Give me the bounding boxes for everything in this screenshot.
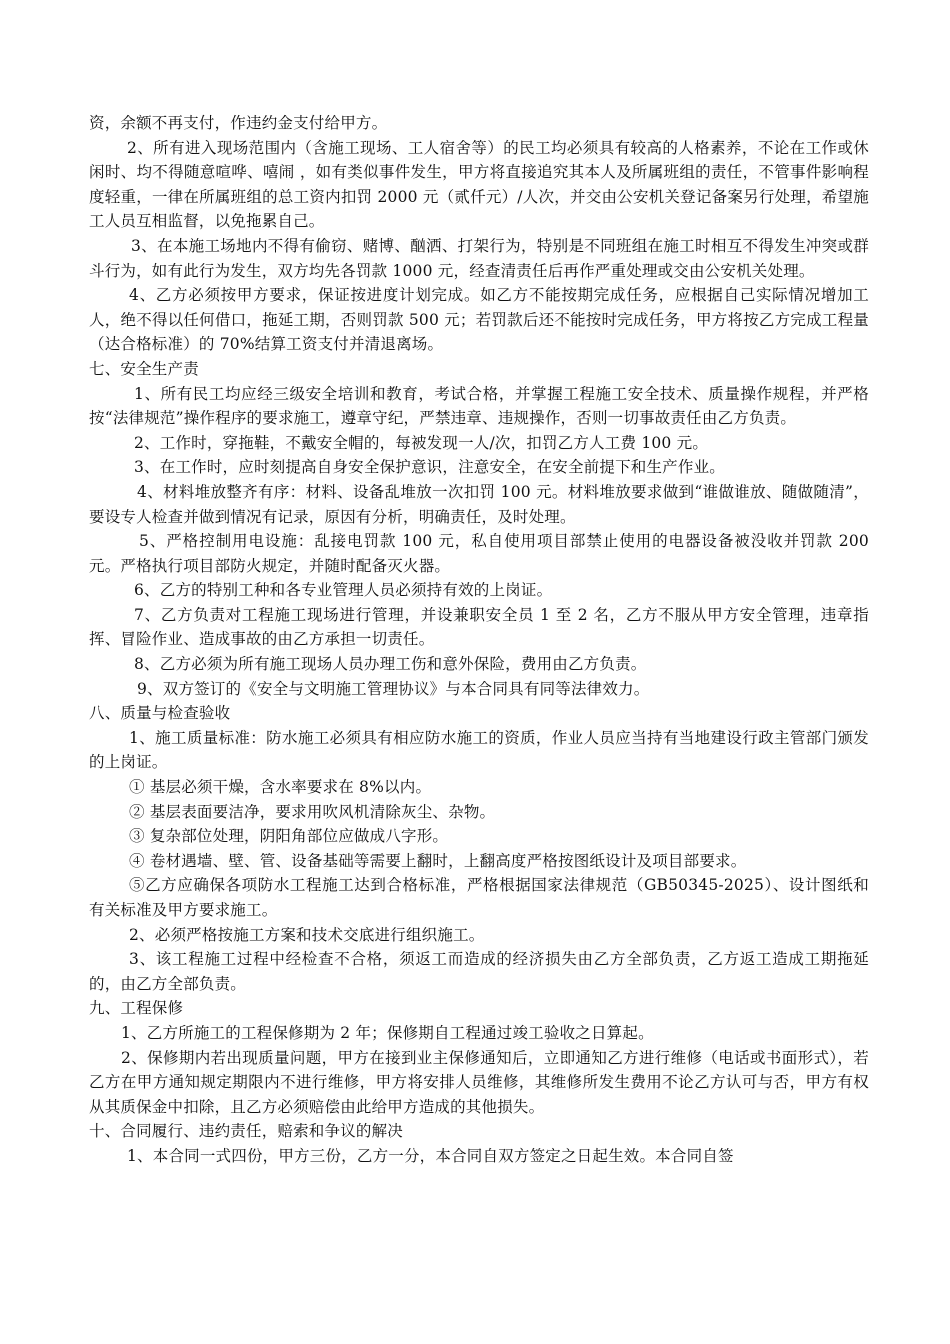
contract-paragraph: 8、乙方必须为所有施工现场人员办理工伤和意外保险，费用由乙方负责。 <box>134 655 647 674</box>
contract-paragraph: 4、材料堆放整齐有序：材料、设备乱堆放一次扣罚 100 元。材料堆放要求做到“谁做谁放、随做随清”，要设专人检查并做到情况有记录，原因有分析，明确责任，及时处理。 <box>89 482 869 526</box>
contract-paragraph: 6、乙方的特别工种和各专业管理人员必须持有效的上岗证。 <box>134 581 553 600</box>
contract-paragraph: 1、所有民工均应经三级安全培训和教育，考试合格，并掌握工程施工安全技术、质量操作规程，并严格按“法律规范”操作程序的要求施工，遵章守纪，严禁违章、违规操作，否则一切事故责任由乙方负责。 <box>89 384 869 428</box>
section-heading: 七、安全生产责 <box>89 359 199 378</box>
contract-paragraph: 1、本合同一式四份，甲方三份，乙方一分，本合同自双方签定之日起生效。本合同自签 <box>127 1146 734 1165</box>
section-heading: 九、工程保修 <box>89 999 184 1018</box>
contract-paragraph: ③ 复杂部位处理，阴阳角部位应做成八字形。 <box>129 827 449 846</box>
contract-paragraph: 3、在本施工场地内不得有偷窃、赌博、酗洒、打架行为，特别是不同班组在施工时相互不得发生冲突或群斗行为，如有此行为发生，双方均先各罚款 1000 元，经查清责任后再作严重处理或交由公安机关处理。 <box>89 236 869 280</box>
contract-paragraph: 7、乙方负责对工程施工现场进行管理，并设兼职安全员 1 至 2 名，乙方不服从甲方安全管理，违章指挥、冒险作业、造成事故的由乙方承担一切责任。 <box>89 605 869 649</box>
contract-paragraph: 2、保修期内若出现质量问题，甲方在接到业主保修通知后，立即通知乙方进行维修（电话或书面形式），若乙方在甲方通知规定期限内不进行维修，甲方将安排人员维修，其维修所发生费用不论乙方认可与否，甲方有权从其质保金中扣除，且乙方必须赔偿由此给甲方造成的其他损失。 <box>89 1048 869 1116</box>
section-heading: 十、合同履行、违约责任，赔索和争议的解决 <box>89 1122 404 1141</box>
contract-paragraph: 9、双方签订的《安全与文明施工管理协议》与本合同具有同等法律效力。 <box>137 679 650 698</box>
section-heading: 资，余额不再支付，作违约金支付给甲方。 <box>89 114 388 132</box>
contract-paragraph: 2、必须严格按施工方案和技术交底进行组织施工。 <box>129 925 485 944</box>
contract-paragraph: 2、所有进入现场范围内（含施工现场、工人宿舍等）的民工均必须具有较高的人格素养，不论在工作或休闲时、均不得随意喧哗、嘻闹 ，如有类似事件发生，甲方将直接追究其本人及所属班组的责任，不管事件影响程度轻重，一律在所属班组的总工资内扣罚 2000 元（贰仟元）/人次，并交由公安机关登记备案另行处理，希望施工人员互相监督，以免拖累自己。 <box>89 138 869 231</box>
contract-paragraph: ④ 卷材遇墙、壁、管、设备基础等需要上翻时，上翻高度严格按图纸设计及项目部要求。 <box>129 851 747 870</box>
contract-paragraph: 1、施工质量标准：防水施工必须具有相应防水施工的资质，作业人员应当持有当地建设行政主管部门颁发的上岗证。 <box>89 728 869 772</box>
contract-paragraph: 3、该工程施工过程中经检查不合格，须返工而造成的经济损失由乙方全部负责，乙方返工造成工期拖延的，由乙方全部负责。 <box>89 950 869 993</box>
contract-paragraph: 2、工作时，穿拖鞋，不戴安全帽的，每被发现一人/次，扣罚乙方人工费 100 元。 <box>134 433 709 452</box>
contract-paragraph: 3、在工作时，应时刻提高自身安全保护意识，注意安全，在安全前提下和生产作业。 <box>134 458 725 477</box>
contract-paragraph: 5、严格控制用电设施：乱接电罚款 100 元，私自使用项目部禁止使用的电器设备被没收并罚款 200 元。严格执行项目部防火规定，并随时配备灭火器。 <box>89 532 869 575</box>
contract-paragraph: ① 基层必须干燥，含水率要求在 8%以内。 <box>129 778 432 797</box>
contract-body <box>89 111 869 1169</box>
contract-paragraph: ⑤乙方应确保各项防水工程施工达到合格标准，严格根据国家法律规范（GB50345-2025）、设计图纸和有关标准及甲方要求施工。 <box>89 876 869 919</box>
contract-paragraph: 1、乙方所施工的工程保修期为 2 年；保修期自工程通过竣工验收之日算起。 <box>121 1023 654 1042</box>
contract-paragraph: 4、乙方必须按甲方要求，保证按进度计划完成。如乙方不能按期完成任务，应根据自己实际情况增加工人，绝不得以任何借口，拖延工期，否则罚款 500 元；若罚款后还不能按时完成任务，甲方将按乙方完成工程量（达合格标准）的 70%结算工资支付并清退离场。 <box>89 286 869 354</box>
section-heading: 八、质量与检查验收 <box>89 704 231 723</box>
contract-paragraph: ② 基层表面要洁净，要求用吹风机清除灰尘、杂物。 <box>129 802 496 821</box>
